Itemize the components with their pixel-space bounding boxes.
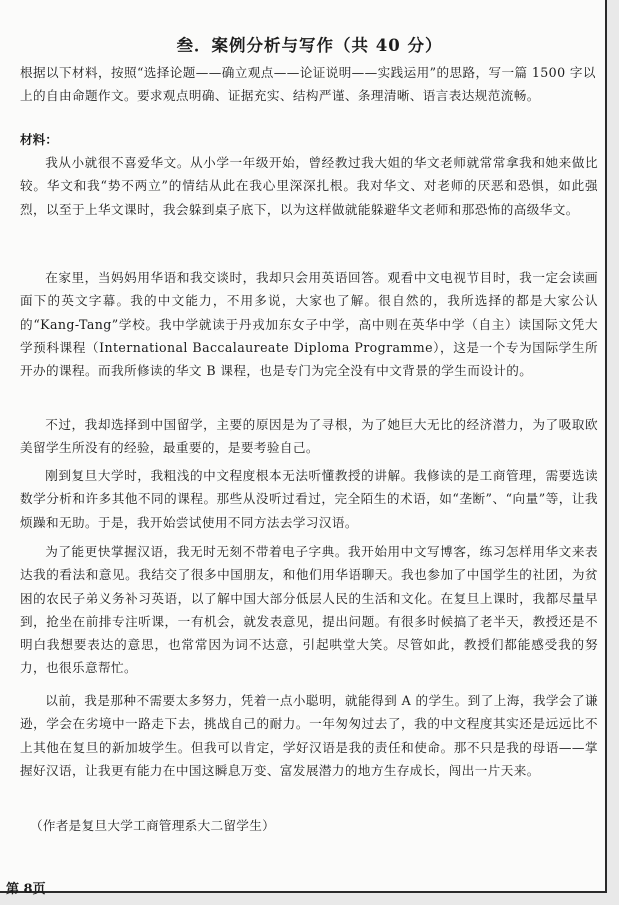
material-paragraph-6: 以前，我是那种不需要太多努力，凭着一点小聪明，就能得到 A 的学生。到了上海，我学会了谦逊，学会在劣境中一路走下去，挑战自己的耐力。一年匆匆过去了，我的中文程度其实还是远远比不上其他在复旦的新加坡学生。但我可以肯定，学好汉语是我的责任和使命。那不只是我的母语——掌握好汉语，让我更有能力在中国这瞬息万变、富发展潜力的地方生存成长，闯出一片天来。	[20, 693, 598, 778]
author-credit: （作者是复旦大学工商管理系大二留学生）	[30, 818, 275, 833]
section-title: 叁．案例分析与写作（共 40 分）	[176, 36, 443, 55]
instructions-text: 根据以下材料，按照“选择论题——确立观点——论证说明——实践运用”的思路，写一篇 1500 字以上的自由命题作文。要求观点明确、证据充实、结构严谨、条理清晰、语言表达规范流畅。	[20, 65, 596, 104]
material-label: 材料：	[20, 132, 58, 147]
page-number: 第 8页	[6, 882, 46, 897]
material-paragraph-1: 我从小就很不喜爱华文。从小学一年级开始，曾经教过我大姐的华文老师就常常拿我和她来做比较。华文和我“势不两立”的情结从此在我心里深深扎根。我对华文、对老师的厌恶和恐惧，如此强烈，以至于上华文课时，我会躲到桌子底下，以为这样做就能躲避华文老师和那恐怖的高级华文。	[20, 155, 598, 217]
material-paragraph-2: 在家里，当妈妈用华语和我交谈时，我却只会用英语回答。观看中文电视节目时，我一定会读画面下的英文字幕。我的中文能力，不用多说，大家也了解。很自然的，我所选择的都是大家公认的“Kang-Tang”学校。我中学就读于丹戎加东女子中学，高中则在英华中学（自主）读国际文凭大学预科课程（International Baccalaureate Diploma Programme），这是一个专为国际学生所开办的课程。而我所修读的华文 B 课程，也是专门为完全没有中文背景的学生而设计的。	[20, 270, 598, 379]
material-paragraph-4: 刚到复旦大学时，我粗浅的中文程度根本无法听懂教授的讲解。我修读的是工商管理，需要选读数学分析和许多其他不同的课程。那些从没听过看过，完全陌生的术语，如“垄断”、“向量”等，让我烦躁和无助。于是，我开始尝试使用不同方法去学习汉语。	[20, 468, 598, 530]
material-paragraph-3: 不过，我却选择到中国留学，主要的原因是为了寻根，为了她巨大无比的经济潜力，为了吸取欧美留学生所没有的经验，最重要的，是要考验自己。	[20, 417, 598, 456]
material-paragraph-5: 为了能更快掌握汉语，我无时无刻不带着电子字典。我开始用中文写博客，练习怎样用华文来表达我的看法和意见。我结交了很多中国朋友，和他们用华语聊天。我也参加了中国学生的社团，为贫困的农民子弟义务补习英语，以了解中国大部分低层人民的生活和文化。在复旦上课时，我都尽量早到，抢坐在前排专注听课，一有机会，就发表意见，提出问题。有很多时候搞了老半天，教授还是不明白我想要表达的意思，也常常因为词不达意，引起哄堂大笑。尽管如此，教授们都能感受我的努力，也很乐意帮忙。	[20, 544, 598, 676]
